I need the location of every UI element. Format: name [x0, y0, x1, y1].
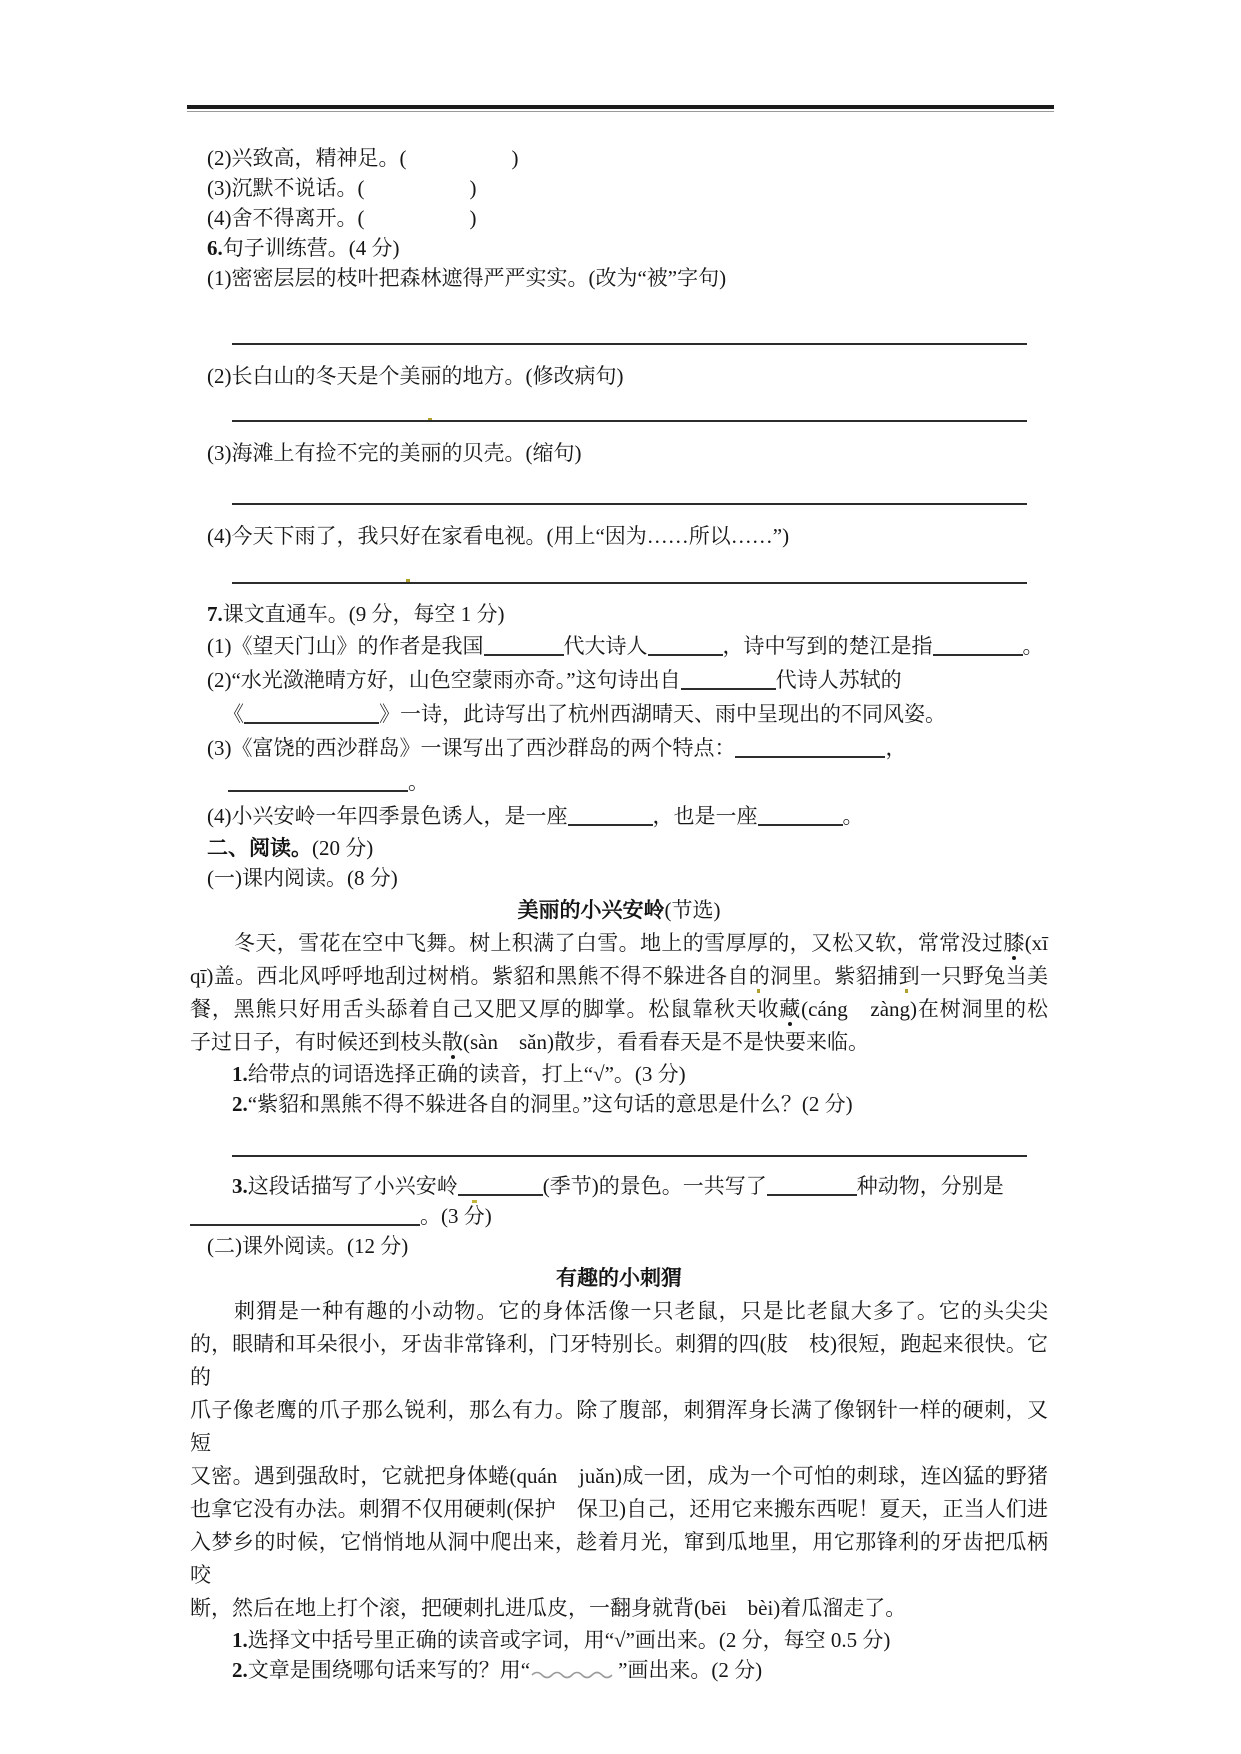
answer-line: [232, 503, 1027, 505]
emphasized-char: 散: [442, 1030, 463, 1054]
q7-sub-3b: [190, 765, 1048, 799]
part2-heading-rest: (20 分): [312, 836, 374, 860]
q-number: 1.: [232, 1628, 248, 1652]
q7-s2b-text: 《: [223, 702, 244, 726]
q5-item-3: (3)沉默不说话。( ): [207, 176, 477, 200]
q7-s3-text: (3)《富饶的西沙群岛》一课写出了西沙群岛的两个特点：: [207, 736, 736, 760]
answer-line: [232, 582, 1027, 584]
passage1-line: qī)盖。西北风呼呼地刮过树梢。紫貂和黑熊不得不躲进各自的洞里。紫貂捕到一只野兔当美: [190, 964, 1048, 988]
answer-line: [232, 343, 1027, 345]
q7-body: [190, 629, 1048, 833]
q6-title: 句子训练营。(4 分): [222, 236, 400, 260]
q-text: ”画出来。(2 分): [618, 1658, 763, 1682]
passage1-text: (sàn sǎn)散步，看看春天是不是快要来临。: [463, 1030, 869, 1054]
passage1-text: 冬天，雪花在空中飞舞。树上积满了白雪。地上的雪厚厚的，又松又软，常常没过: [234, 931, 1004, 955]
passage2-line: 也拿它没有办法。刺猬不仅用硬刺(保护 保卫)自己，还用它来搬东西呢！夏天，正当人们进: [190, 1497, 1048, 1521]
answer-line: [232, 1155, 1027, 1157]
part2-heading-bold: 二、阅读。: [207, 836, 312, 860]
passage1-title-main: 美丽的小兴安岭: [517, 898, 665, 922]
fill-blank: [735, 739, 885, 758]
q7-title: 课文直通车。(9 分，每空 1 分): [222, 602, 505, 626]
q7-sub-2b: [190, 697, 1048, 731]
q7-s4-text: 。: [842, 804, 864, 828]
part2-sub2: (二)课外阅读。(12 分): [207, 1234, 409, 1258]
passage2-line: 断，然后在地上打个滚，把硬刺扎进瓜皮，一翻身就背(bēi bèi)着瓜溜走了。: [190, 1596, 907, 1620]
passage2-line: 又密。遇到强敌时，它就把身体蜷(quán juǎn)成一团，成为一个可怕的刺球，连凶猛的野猪: [190, 1464, 1048, 1488]
fill-blank: [681, 671, 776, 690]
passage2-title: 有趣的小刺猬: [556, 1266, 682, 1290]
q-text: 种动物，分别是: [856, 1174, 1004, 1198]
passage2-line: 刺猬是一种有趣的小动物。它的身体活像一只老鼠，只是比老鼠大多了。它的头尖尖: [234, 1299, 1048, 1323]
passage1-text: (cáng zàng)在树洞里的松: [801, 997, 1048, 1021]
passage1-q3: [190, 1171, 1048, 1201]
fill-blank: [648, 637, 723, 656]
part2-sub1: (一)课内阅读。(8 分): [207, 866, 398, 890]
paper-content: [190, 143, 1048, 1687]
fill-blank: [484, 637, 564, 656]
passage1-text: 子过日子，有时候还到枝头: [190, 1030, 442, 1054]
q6-sub-2: (2)长白山的冬天是个美丽的地方。(修改病句): [207, 364, 624, 388]
passage2-q1: [190, 1625, 1048, 1655]
fill-blank: [458, 1177, 543, 1196]
q7-s2-text: (2)“水光潋滟晴方好，山色空蒙雨亦奇。”这句诗出自: [207, 668, 681, 692]
q6-heading: [190, 233, 1048, 263]
q-number: 2.: [232, 1092, 248, 1116]
passage2-line: 爪子像老鹰的爪子那么锐利，那么有力。除了腹部，刺猬浑身长满了像钢针一样的硬刺，又短: [190, 1398, 1048, 1455]
q7-sub-4: [190, 799, 1048, 833]
q7-s4-text: ，也是一座: [652, 804, 758, 828]
q-number: 2.: [232, 1658, 248, 1682]
q5-item-2: (2)兴致高，精神足。( ): [207, 146, 519, 170]
passage2-line: 的，眼睛和耳朵很小，牙齿非常锋利，门牙特别长。刺猬的四(肢 枝)很短，跑起来很快。它的: [190, 1332, 1048, 1389]
passage2-line: 入梦乡的时候，它悄悄地从洞中爬出来，趁着月光，窜到瓜地里，用它那锋利的牙齿把瓜柄咬: [190, 1530, 1048, 1587]
passage1-text: (xī: [1024, 931, 1049, 955]
header-rule: [187, 105, 1054, 112]
passage1-q1: [190, 1059, 1048, 1089]
q6-number: 6.: [207, 236, 223, 260]
q6-sub-1: (1)密密层层的枝叶把森林遮得严严实实。(改为“被”字句): [207, 266, 727, 290]
passage2-q2: [190, 1655, 1048, 1687]
emphasized-char: 膝: [1003, 931, 1025, 955]
q7-sub-1: [190, 629, 1048, 663]
q6-sub-4: (4)今天下雨了，我只好在家看电视。(用上“因为……所以……”): [207, 524, 790, 548]
fill-blank: [568, 807, 653, 826]
q7-s2-text: 代诗人苏轼的: [775, 668, 902, 692]
q7-s1-text: ，诗中写到的楚江是指: [722, 634, 933, 658]
q-text: (季节)的景色。一共写了: [542, 1174, 767, 1198]
answer-line: [232, 420, 1027, 422]
fill-blank: [758, 807, 843, 826]
q5-item-4: (4)舍不得离开。( ): [207, 206, 477, 230]
q6-sub-3: (3)海滩上有捡不完的美丽的贝壳。(缩句): [207, 441, 582, 465]
q7-s3-text: ，: [885, 736, 907, 760]
q7-s4-text: (4)小兴安岭一年四季景色诱人，是一座: [207, 804, 568, 828]
q-number: 3.: [232, 1174, 248, 1198]
q-text: 给带点的词语选择正确的读音，打上“√”。(3 分): [247, 1062, 686, 1086]
q-text: 这段话描写了小兴安岭: [247, 1174, 458, 1198]
q7-s3b-text: 。: [408, 770, 429, 794]
q7-s1-text: 。: [1022, 634, 1044, 658]
fill-blank: [190, 1207, 420, 1226]
q-text: 选择文中括号里正确的读音或字词，用“√”画出来。(2 分，每空 0.5 分): [247, 1628, 891, 1652]
q7-s1-text: 代大诗人: [563, 634, 648, 658]
fill-blank: [244, 705, 379, 724]
passage1-title-suffix: (节选): [664, 898, 721, 922]
passage1-title: [190, 893, 1048, 927]
emphasized-char: 藏: [779, 997, 802, 1021]
fill-blank: [933, 637, 1023, 656]
q7-s2b-text: 》一诗，此诗写出了杭州西湖晴天、雨中呈现出的不同风姿。: [379, 702, 946, 726]
fill-blank: [228, 773, 408, 792]
fill-blank: [767, 1177, 857, 1196]
passage1-q2: [190, 1089, 1048, 1119]
q-text: “紫貂和黑熊不得不躲进各自的洞里。”这句话的意思是什么？(2 分): [247, 1092, 853, 1116]
q-text: 文章是围绕哪句话来写的？用“: [247, 1658, 531, 1682]
wavy-line: [530, 1657, 618, 1687]
passage1-line: [190, 993, 1048, 1026]
passage1-line: [190, 927, 1048, 960]
q7-heading: [190, 599, 1048, 629]
q7-number: 7.: [207, 602, 223, 626]
q7-s1-text: (1)《望天门山》的作者是我国: [207, 634, 484, 658]
passage1-q3b: [190, 1201, 1048, 1231]
passage1-text: 餐，黑熊只好用舌头舔着自己又肥又厚的脚掌。松鼠靠秋天收: [190, 997, 780, 1021]
q-text: 。(3 分): [420, 1204, 492, 1228]
q-number: 1.: [232, 1062, 248, 1086]
q7-sub-3: [190, 731, 1048, 765]
q7-sub-2: [190, 663, 1048, 697]
part2-heading: [190, 833, 1048, 863]
passage1-line: [190, 1026, 1048, 1059]
